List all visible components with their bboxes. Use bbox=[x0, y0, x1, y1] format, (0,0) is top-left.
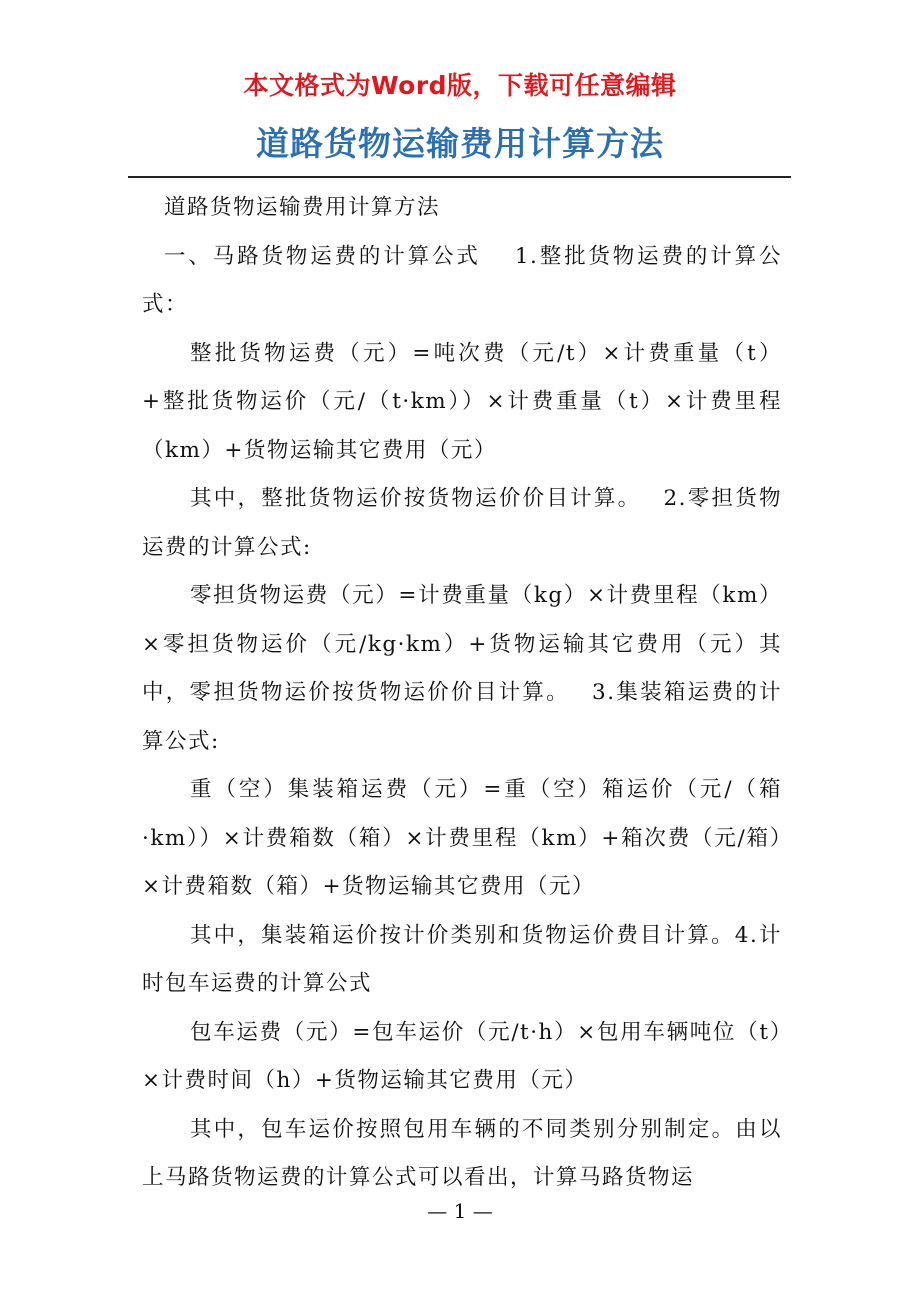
paragraph-note-full-load: 其中，整批货物运价按货物运价价目计算。 2.零担货物运费的计算公式: bbox=[142, 486, 782, 560]
title-divider bbox=[128, 176, 791, 178]
paragraph-formula-full-load: 整批货物运费（元）=吨次费（元/t）×计费重量（t）+整批货物运价（元/（t·km））×计费重量（t）×计费里程（km）+货物运输其它费用（元） bbox=[142, 340, 782, 463]
paragraph-section-1: 一、马路货物运费的计算公式 1.整批货物运费的计算公式： bbox=[142, 243, 782, 317]
paragraph-formula-less-than-load: 零担货物运费（元）=计费重量（kg）×计费里程（km）×零担货物运价（元/kg·km）+货物运输其它费用（元）其中，零担货物运价按货物运价价目计算。 3.集装箱运费的计算公式: bbox=[142, 583, 782, 754]
paragraph-note-container: 其中，集装箱运价按计价类别和货物运价费目计算。4.计时包车运费的计算公式 bbox=[142, 922, 782, 996]
document-title: 道路货物运输费用计算方法 bbox=[256, 124, 664, 163]
paragraph-formula-container: 重（空）集装箱运费（元）=重（空）箱运价（元/（箱·km））×计费箱数（箱）×计费里程（km）+箱次费（元/箱）×计费箱数（箱）+货物运输其它费用（元） bbox=[142, 777, 782, 899]
paragraph-subtitle: 道路货物运输费用计算方法 bbox=[164, 195, 441, 220]
paragraph-formula-charter: 包车运费（元）=包车运价（元/t·h）×包用车辆吨位（t）×计费时间（h）+货物运输其它费用（元） bbox=[142, 1019, 782, 1093]
paragraph-note-charter: 其中，包车运价按照包用车辆的不同类别分别制定。由以上马路货物运费的计算公式可以看出，计算马路货物运 bbox=[142, 1116, 782, 1190]
editable-format-banner: 本文格式为Word版，下载可任意编辑 bbox=[243, 71, 677, 100]
page-number: — 1 — bbox=[427, 1199, 493, 1223]
document-body bbox=[142, 184, 782, 1203]
